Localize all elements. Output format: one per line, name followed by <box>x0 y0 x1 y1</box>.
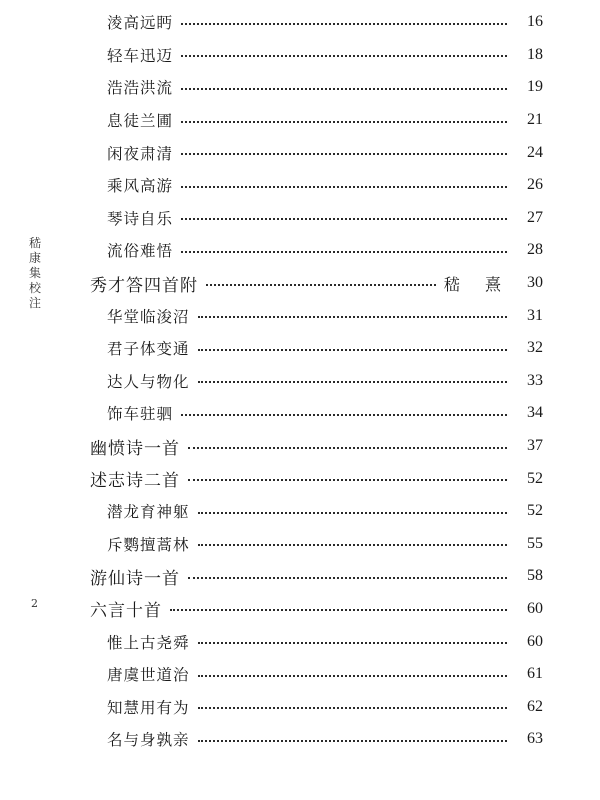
toc-entry-page: 34 <box>527 404 543 422</box>
table-of-contents <box>0 6 600 756</box>
toc-entry[interactable] <box>0 462 600 495</box>
toc-entry-title: 轻车迅迈 <box>107 46 174 65</box>
toc-entry-title: 君子体变通 <box>107 340 190 359</box>
toc-entry[interactable] <box>0 723 600 756</box>
toc-entry-page: 28 <box>527 241 543 259</box>
toc-entry-page: 33 <box>527 371 543 389</box>
toc-entry-title: 淩高远眄 <box>107 14 174 33</box>
toc-entry-author: 嵇 熹 <box>443 274 511 294</box>
page-number: 2 <box>31 597 38 610</box>
toc-entry-page: 16 <box>527 13 543 31</box>
toc-entry-title: 流俗难悟 <box>107 242 174 261</box>
toc-entry[interactable] <box>0 397 600 430</box>
toc-entry-title: 浩浩洪流 <box>107 79 174 98</box>
toc-entry-page: 61 <box>527 665 543 683</box>
toc-entry-page: 55 <box>527 534 543 552</box>
dot-leader <box>188 447 507 449</box>
toc-entry-page: 30 <box>527 274 543 292</box>
toc-entry[interactable] <box>0 299 600 332</box>
toc-entry-page: 52 <box>527 469 543 487</box>
toc-entry-title: 饰车驻驷 <box>107 405 174 424</box>
running-book-title: 嵇康集校注 <box>28 236 41 310</box>
toc-entry-page: 60 <box>527 599 543 617</box>
toc-entry[interactable] <box>0 6 600 39</box>
toc-entry[interactable] <box>0 332 600 365</box>
dot-leader <box>188 479 507 481</box>
dot-leader <box>181 88 507 90</box>
toc-entry-title: 知慧用有为 <box>107 698 190 717</box>
toc-entry-title: 潜龙育神躯 <box>107 503 190 522</box>
toc-entry-page: 18 <box>527 45 543 63</box>
toc-entry-page: 31 <box>527 306 543 324</box>
toc-entry-page: 21 <box>527 111 543 129</box>
dot-leader <box>198 544 507 546</box>
toc-entry-title: 琴诗自乐 <box>107 209 174 228</box>
toc-entry[interactable] <box>0 658 600 691</box>
toc-entry[interactable] <box>0 495 600 528</box>
toc-entry-title: 斥鹦擅蒿林 <box>107 535 190 554</box>
toc-entry-page: 60 <box>527 632 543 650</box>
toc-entry-page: 19 <box>527 78 543 96</box>
toc-entry-page: 37 <box>527 437 543 455</box>
toc-entry[interactable] <box>0 234 600 267</box>
toc-entry-title: 惟上古尧舜 <box>107 633 190 652</box>
toc-entry[interactable] <box>0 104 600 137</box>
toc-entry-page: 32 <box>527 339 543 357</box>
dot-leader <box>181 55 507 57</box>
dot-leader <box>198 316 507 318</box>
toc-entry-title: 述志诗二首 <box>90 471 180 492</box>
toc-entry-page: 58 <box>527 567 543 585</box>
toc-entry[interactable] <box>0 593 600 626</box>
toc-entry-title: 游仙诗一首 <box>90 568 180 589</box>
toc-entry[interactable] <box>0 528 600 561</box>
dot-leader <box>181 414 507 416</box>
toc-entry-title: 秀才答四首附 <box>90 275 198 296</box>
toc-entry[interactable] <box>0 690 600 723</box>
toc-entry-title: 乘风高游 <box>107 177 174 196</box>
dot-leader <box>198 707 507 709</box>
toc-entry-title: 息徒兰圃 <box>107 112 174 131</box>
dot-leader <box>198 349 507 351</box>
toc-entry[interactable] <box>0 136 600 169</box>
toc-entry-page: 24 <box>527 143 543 161</box>
dot-leader <box>198 675 507 677</box>
toc-entry[interactable] <box>0 430 600 463</box>
toc-entry[interactable] <box>0 365 600 398</box>
toc-entry-title: 达人与物化 <box>107 372 190 391</box>
dot-leader <box>198 642 507 644</box>
toc-entry[interactable] <box>0 267 600 300</box>
toc-entry-title: 六言十首 <box>90 601 162 622</box>
dot-leader <box>188 577 507 579</box>
dot-leader <box>198 381 507 383</box>
toc-entry-title: 幽愤诗一首 <box>90 438 180 459</box>
toc-entry-page: 63 <box>527 730 543 748</box>
toc-entry[interactable] <box>0 560 600 593</box>
toc-entry-title: 华堂临浚沼 <box>107 307 190 326</box>
toc-entry-title: 闲夜肃清 <box>107 144 174 163</box>
dot-leader <box>181 153 507 155</box>
dot-leader <box>206 284 436 286</box>
dot-leader <box>198 740 507 742</box>
dot-leader <box>181 23 507 25</box>
dot-leader <box>181 186 507 188</box>
toc-entry-page: 26 <box>527 176 543 194</box>
dot-leader <box>181 121 507 123</box>
dot-leader <box>181 251 507 253</box>
toc-entry-title: 名与身孰亲 <box>107 731 190 750</box>
toc-entry-page: 52 <box>527 502 543 520</box>
dot-leader <box>170 609 507 611</box>
toc-entry[interactable] <box>0 169 600 202</box>
toc-entry[interactable] <box>0 625 600 658</box>
toc-entry[interactable] <box>0 202 600 235</box>
toc-entry-page: 62 <box>527 697 543 715</box>
dot-leader <box>181 218 507 220</box>
dot-leader <box>198 512 507 514</box>
toc-entry[interactable] <box>0 71 600 104</box>
toc-entry[interactable] <box>0 39 600 72</box>
toc-entry-title: 唐虞世道治 <box>107 666 190 685</box>
toc-entry-page: 27 <box>527 208 543 226</box>
